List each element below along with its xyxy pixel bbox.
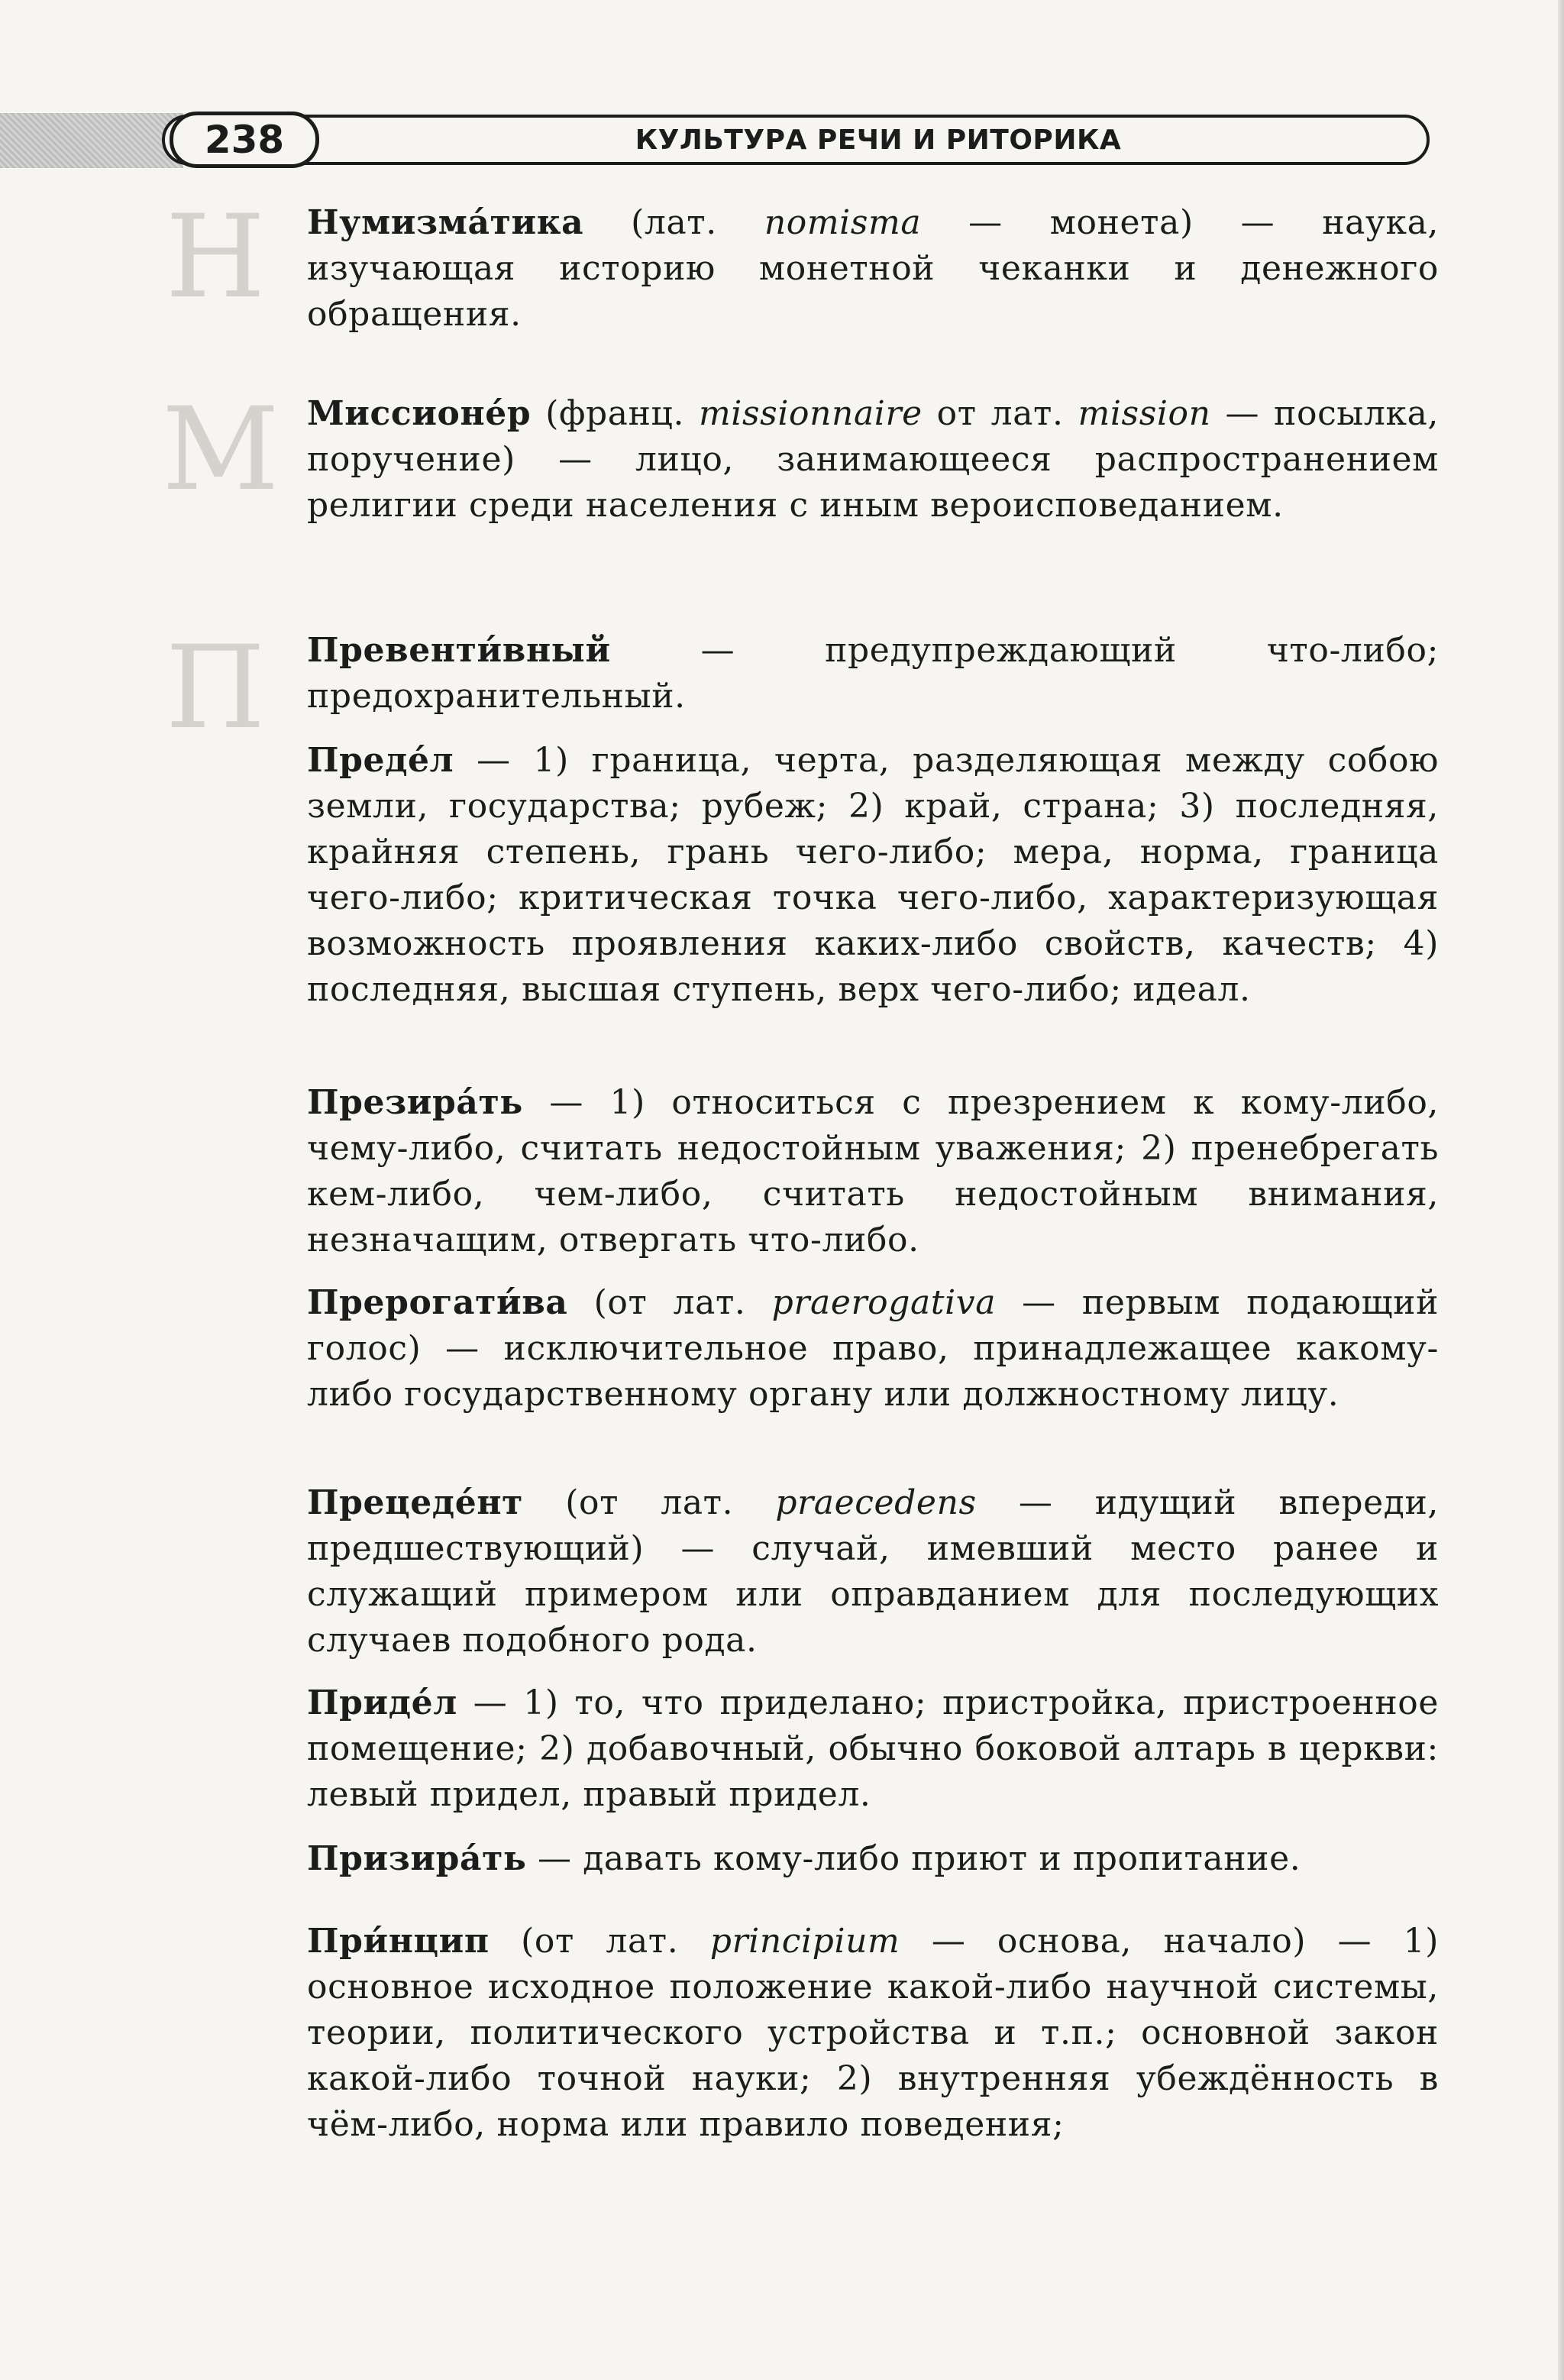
entry-text: (лат. <box>583 203 764 242</box>
entry-text: (от лат. <box>567 1283 772 1322</box>
entry-definition: — 1) то, что приделано; пристройка, пристроенное помещение; 2) добавочный, обычно боковой алтарь в церкви: левый придел, правый придел. <box>307 1683 1439 1814</box>
entry-term: Преде́л <box>307 741 454 780</box>
section-letter: П <box>165 622 266 755</box>
entry-text: от лат. <box>922 394 1078 433</box>
dictionary-entry <box>307 1680 1439 1818</box>
dictionary-entry <box>307 1080 1439 1263</box>
dictionary-entry <box>307 738 1439 1013</box>
entry-definition: — идущий впереди, предшествующий) — случай, имевший место ранее и служащий примером или оправданием для последующих случаев подобного рода. <box>307 1483 1439 1660</box>
dictionary-entry <box>307 1280 1439 1418</box>
dictionary-entry <box>307 1480 1439 1664</box>
entry-definition: — основа, начало) — 1) основное исходное положение какой-либо научной системы, теории, политического устройства и т.п.; основной закон какой-либо точной науки; 2) внутренняя убеждённость в чём-либо, норма или правило поведения; <box>307 1922 1439 2144</box>
entry-text: (от лат. <box>523 1483 776 1522</box>
entry-term: Прецеде́нт <box>307 1483 523 1522</box>
entry-origin-word: nomisma <box>764 203 922 242</box>
entry-term: Превенти́вный <box>307 631 611 670</box>
entry-text: (франц. <box>531 394 699 433</box>
entry-definition: — предупреждающий что-либо; предохранительный. <box>307 631 1439 716</box>
entry-definition: — 1) относиться с презрением к кому-либо, чему-либо, считать недостойным уважения; 2) пренебрегать кем-либо, чем-либо, считать недостойным внимания, незначащим, отвергать что-либо. <box>307 1083 1439 1260</box>
entry-term: При́нцип <box>307 1922 490 1961</box>
entry-term: Нумизма́тика <box>307 203 584 242</box>
dictionary-entry <box>307 391 1439 529</box>
entry-definition: — посылка, поручение) — лицо, занимающееся распространением религии среди населения с иным вероисповеданием. <box>307 394 1440 525</box>
running-head: КУЛЬТУРА РЕЧИ И РИТОРИКА <box>635 124 1122 156</box>
section-letter: М <box>162 383 280 516</box>
entry-term: Миссионе́р <box>307 394 532 433</box>
entry-definition: — 1) граница, черта, разделяющая между собою земли, государства; рубеж; 2) край, страна; 3) последняя, крайняя степень, грань чего-либо; мера, норма, граница чего-либо; критическая точка чего-либо, характеризующая возможность проявления каких-либо свойств, качеств; 4) последняя, высшая ступень, верх чего-либо; идеал. <box>307 741 1439 1009</box>
entry-term: Презира́ть <box>307 1083 523 1122</box>
entry-term: Призира́ть <box>307 1839 527 1878</box>
entry-origin-word: praecedens <box>775 1483 977 1522</box>
page-number: 238 <box>170 112 319 168</box>
dictionary-entry <box>307 628 1439 719</box>
entry-origin-word: mission <box>1078 394 1211 433</box>
entry-definition: — монета) — наука, изучающая историю монетной чеканки и денежного обращения. <box>307 203 1439 334</box>
entry-origin-word: principium <box>709 1922 900 1961</box>
page-edge <box>1558 0 1564 2380</box>
entry-origin-word: praerogativa <box>771 1283 997 1322</box>
dictionary-entry <box>307 1836 1439 1882</box>
header-shaded-bar <box>0 113 183 168</box>
entry-origin-word: missionnaire <box>698 394 923 433</box>
dictionary-entry <box>307 200 1439 338</box>
entry-definition: — давать кому-либо приют и пропитание. <box>526 1839 1301 1878</box>
entry-term: Прерогати́ва <box>307 1283 568 1322</box>
entry-term: Приде́л <box>307 1683 457 1722</box>
dictionary-entry <box>307 1919 1439 2148</box>
entry-definition: — первым подающий голос) — исключительное право, принадлежащее какому-либо государственному органу или должностному лицу. <box>307 1283 1440 1414</box>
entry-text: (от лат. <box>489 1922 710 1961</box>
section-letter: Н <box>165 191 266 324</box>
